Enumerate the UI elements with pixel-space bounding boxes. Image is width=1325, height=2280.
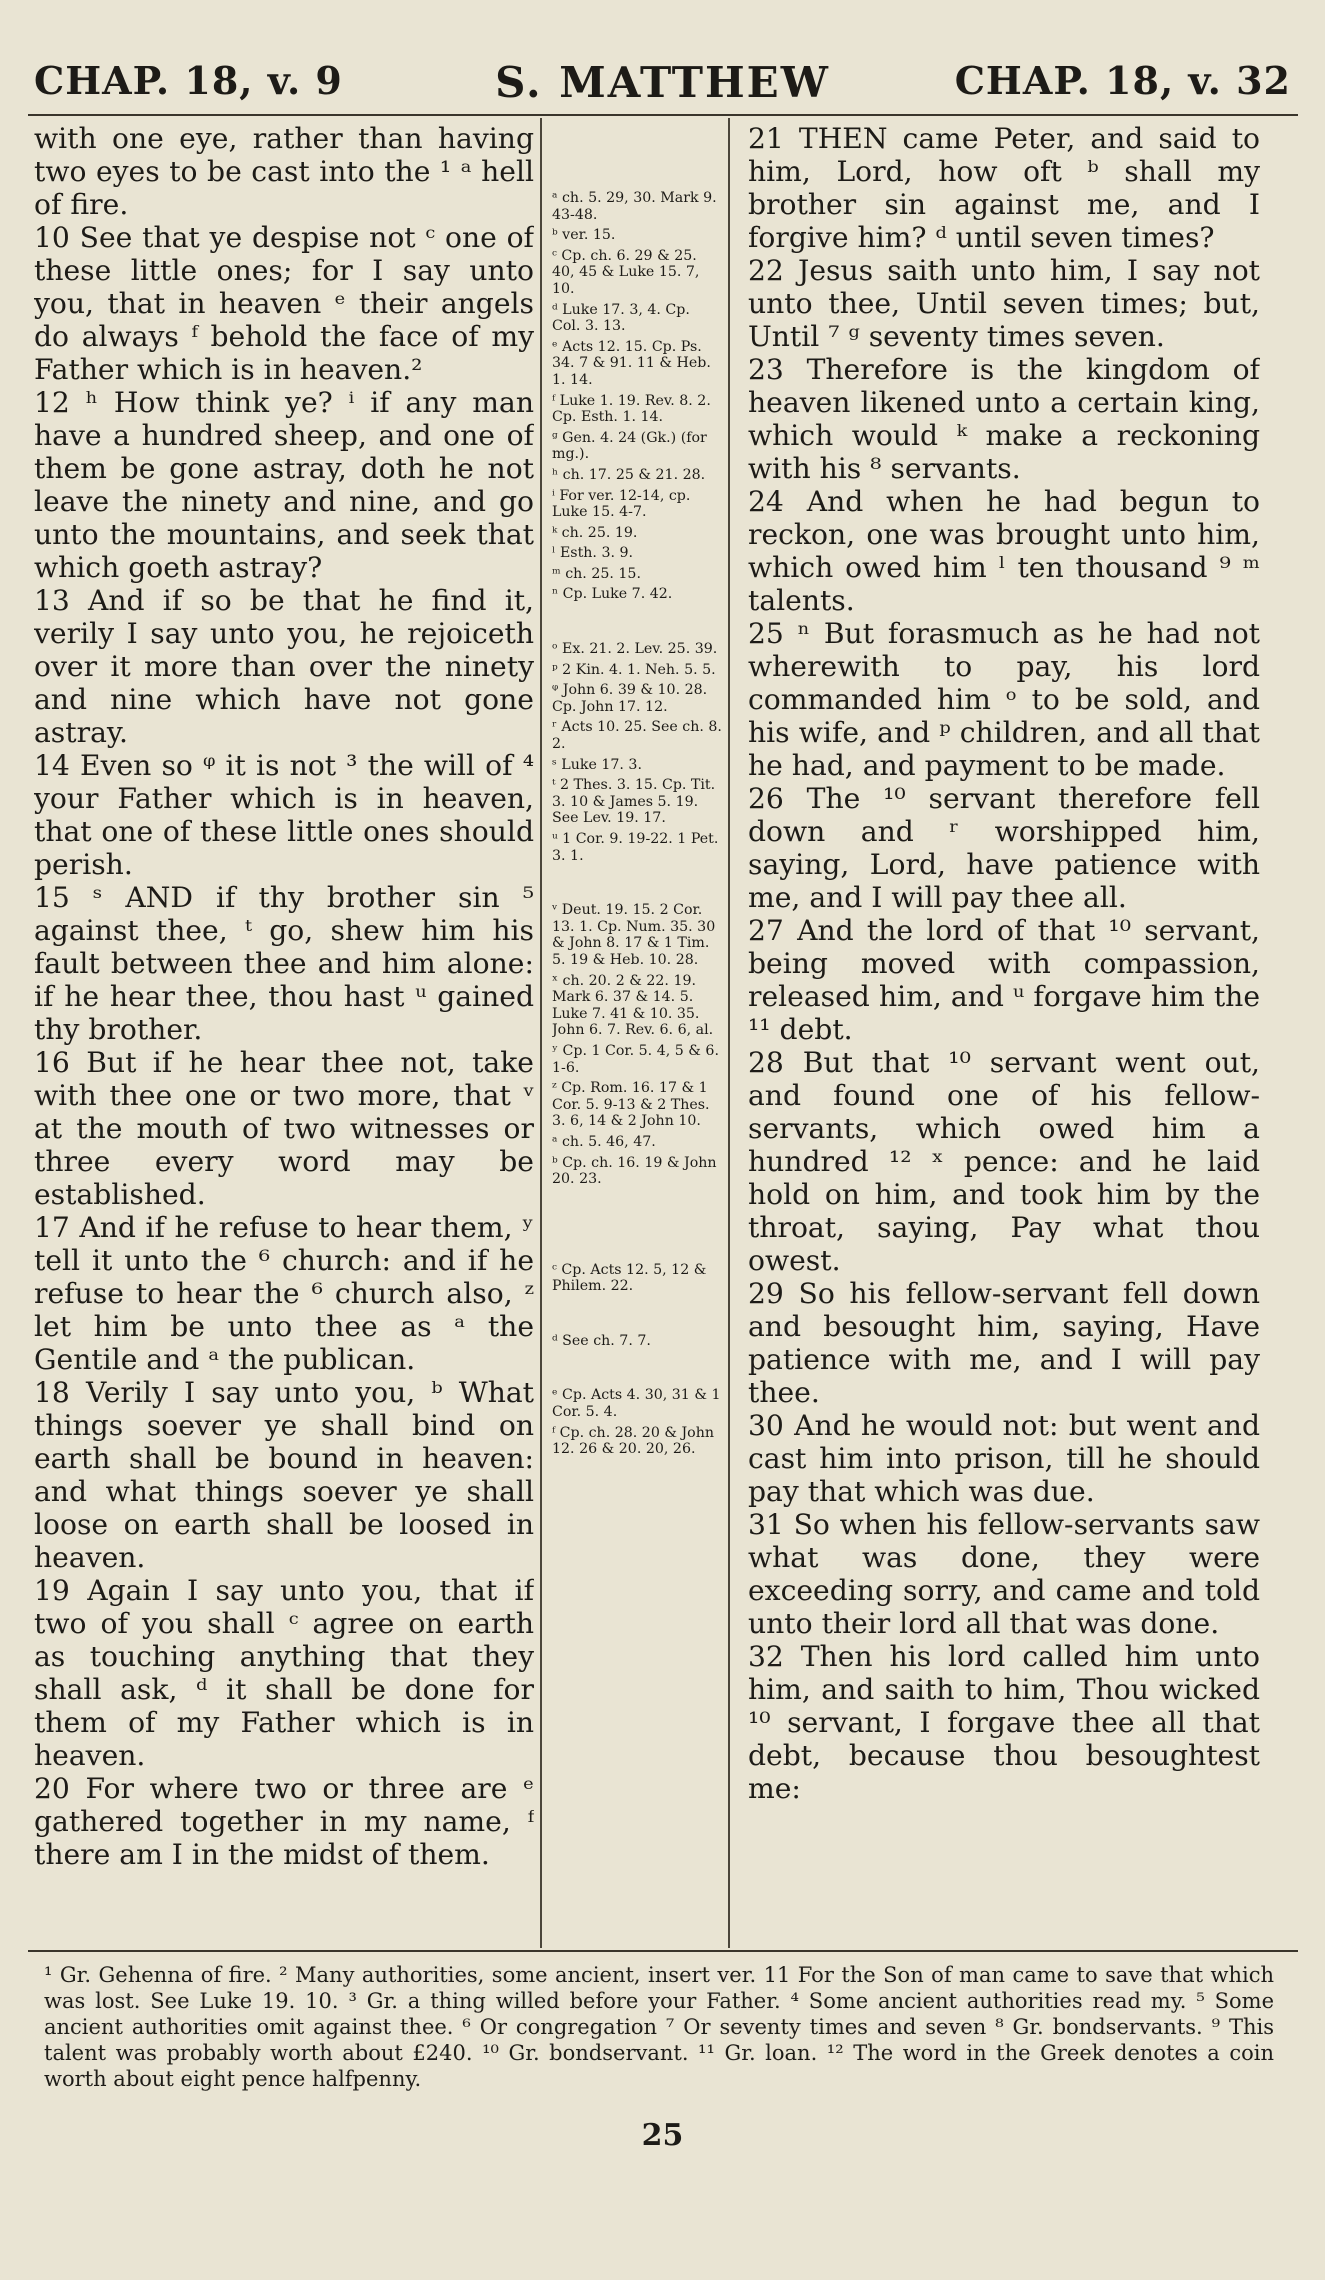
- cross-reference: ᵖ 2 Kin. 4. 1. Neh. 5. 5.: [552, 661, 716, 678]
- cross-reference: ᶜ Cp. Acts 12. 5, 12 & Philem. 22.: [552, 1261, 707, 1295]
- cross-reference: ⁱ For ver. 12-14, cp. Luke 15. 4-7.: [552, 487, 691, 521]
- cross-reference: ᶜ Cp. ch. 6. 29 & 25. 40, 45 & Luke 15. 7, 10.: [552, 247, 700, 297]
- verse: 12 ʰ How think ye? ⁱ if any man have a hundred sheep, and one of them be gone astray, doth he not leave the ninety and nine, and go unto the mountains, and seek that which goeth astray?: [34, 386, 534, 584]
- cross-reference: ᵈ See ch. 7. 7.: [552, 1332, 651, 1349]
- header-chapter-left: CHAP. 18, v. 9: [34, 58, 343, 103]
- header-rule: [28, 114, 1298, 116]
- header-book-title: S. MATTHEW: [495, 58, 830, 107]
- cross-reference: ᵍ Gen. 4. 24 (Gk.) (for mg.).: [552, 429, 707, 463]
- cross-reference: ᵉ Acts 12. 15. Cp. Ps. 34. 7 & 91. 11 & Heb. 1. 14.: [552, 338, 711, 388]
- verse: 13 And if so be that he find it, verily I say unto you, he rejoiceth over it more than over the ninety and nine which have not gone astray.: [34, 584, 534, 749]
- cross-reference: ᶠ Cp. ch. 28. 20 & John 12. 26 & 20. 20, 26.: [552, 1424, 714, 1458]
- cross-reference: ᵐ ch. 25. 15.: [552, 565, 641, 582]
- reference-gap: [552, 1353, 722, 1387]
- verse: 25 ⁿ But forasmuch as he had not wherewith to pay, his lord commanded him ᵒ to be sold, and his wife, and ᵖ children, and all that he had, and payment to be made.: [748, 617, 1260, 782]
- cross-reference: ʳ Acts 10. 25. See ch. 8. 2.: [552, 719, 722, 753]
- verse: 10 See that ye despise not ᶜ one of these little ones; for I say unto you, that in heaven ᵉ their angels do always ᶠ behold the face of my Father which is in heaven.²: [34, 221, 534, 386]
- verse: with one eye, rather than having two eyes to be cast into the ¹ ᵃ hell of fire.: [34, 122, 534, 221]
- cross-reference: ʰ ch. 17. 25 & 21. 28.: [552, 466, 706, 483]
- verse: 16 But if he hear thee not, take with thee one or two more, that ᵛ at the mouth of two witnesses or three every word may be established.: [34, 1046, 534, 1211]
- verse: 26 The ¹⁰ servant therefore fell down and ʳ worshipped him, saying, Lord, have patience with me, and I will pay thee all.: [748, 782, 1260, 914]
- column-divider-left: [540, 118, 542, 1948]
- verse: 30 And he would not: but went and cast him into prison, till he should pay that which was due.: [748, 1409, 1260, 1508]
- cross-reference: ᵈ Luke 17. 3, 4. Cp. Col. 3. 13.: [552, 301, 690, 335]
- verse: 14 Even so ᵠ it is not ³ the will of ⁴ your Father which is in heaven, that one of these little ones should perish.: [34, 749, 534, 881]
- verse: 29 So his fellow-servant fell down and besought him, saying, Have patience with me, and I will pay thee.: [748, 1277, 1260, 1409]
- verse: 23 Therefore is the kingdom of heaven likened unto a certain king, which would ᵏ make a reckoning with his ⁸ servants.: [748, 353, 1260, 485]
- cross-reference: ᵇ Cp. ch. 16. 19 & John 20. 23.: [552, 1154, 717, 1188]
- cross-reference: ˢ Luke 17. 3.: [552, 756, 642, 773]
- header-chapter-right: CHAP. 18, v. 32: [954, 58, 1291, 103]
- cross-reference: ᶻ Cp. Rom. 16. 17 & 1 Cor. 5. 9-13 & 2 Thes. 3. 6, 14 & 2 John 10.: [552, 1080, 710, 1130]
- verse: 17 And if he refuse to hear them, ʸ tell it unto the ⁶ church: and if he refuse to hear the ⁶ church also, ᶻ let him be unto thee as ᵃ the Gentile and ᵃ the publican.: [34, 1211, 534, 1376]
- cross-reference: ᵃ ch. 5. 29, 30. Mark 9. 43-48.: [552, 190, 717, 223]
- reference-gap: [552, 607, 722, 641]
- cross-reference: ᵒ Ex. 21. 2. Lev. 25. 39.: [552, 641, 718, 658]
- cross-reference: ᵉ Cp. Acts 4. 30, 31 & 1 Cor. 5. 4.: [552, 1387, 721, 1421]
- column-divider-right: [728, 118, 730, 1948]
- cross-reference: ᵛ Deut. 19. 15. 2 Cor. 13. 1. Cp. Num. 35. 30 & John 8. 17 & 1 Tim. 5. 19 & Heb. 10. 28.: [552, 902, 716, 968]
- verse: 19 Again I say unto you, that if two of you shall ᶜ agree on earth as touching anything that they shall ask, ᵈ it shall be done for them of my Father which is in heaven.: [34, 1574, 534, 1772]
- verse: 21 THEN came Peter, and said to him, Lord, how oft ᵇ shall my brother sin against me, and I forgive him? ᵈ until seven times?: [748, 122, 1260, 254]
- verse: 24 And when he had begun to reckon, one was brought unto him, which owed him ˡ ten thousand ⁹ ᵐ talents.: [748, 485, 1260, 617]
- right-text-column: [748, 122, 1260, 1948]
- reference-gap: [552, 868, 722, 902]
- cross-reference: ᵇ ver. 15.: [552, 227, 616, 244]
- verse: 22 Jesus saith unto him, I say not unto thee, Until seven times; but, Until ⁷ ᵍ seventy times seven.: [748, 254, 1260, 353]
- cross-reference: ᵘ 1 Cor. 9. 19-22. 1 Pet. 3. 1.: [552, 831, 719, 864]
- cross-reference: ʸ Cp. 1 Cor. 5. 4, 5 & 6. 1-6.: [552, 1042, 719, 1076]
- page-number: 25: [641, 2118, 684, 2153]
- cross-reference: ᵃ ch. 5. 46, 47.: [552, 1133, 656, 1150]
- cross-reference: ˡ Esth. 3. 9.: [552, 545, 634, 562]
- cross-reference: ᵏ ch. 25. 19.: [552, 524, 638, 541]
- footnotes: ¹ Gr. Gehenna of fire. ² Many authorities, some ancient, insert ver. 11 For the Son of man came to save that which was lost. See Luke 19. 10. ³ Gr. a thing willed before your Father. ⁴ Some ancient authorities read my. ⁵ Some ancient authorities omit against thee. ⁶ Or congregation ⁷ Or seventy times and seven ⁸ Gr. bondservants. ⁹ This talent was probably worth about £240. ¹⁰ Gr. bondservant. ¹¹ Gr. loan. ¹² The word in the Greek denotes a coin worth about eight pence halfpenny.: [44, 1963, 1274, 2091]
- verse: 20 For where two or three are ᵉ gathered together in my name, ᶠ there am I in the midst of them.: [34, 1772, 534, 1871]
- verse: 15 ˢ AND if thy brother sin ⁵ against thee, ᵗ go, shew him his fault between thee and him alone: if he hear thee, thou hast ᵘ gained thy brother.: [34, 881, 534, 1046]
- cross-reference: ⁿ Cp. Luke 7. 42.: [552, 586, 673, 603]
- left-text-column: [34, 122, 534, 1948]
- verse: 31 So when his fellow-servants saw what was done, they were exceeding sorry, and came and told unto their lord all that was done.: [748, 1508, 1260, 1640]
- verse: 28 But that ¹⁰ servant went out, and found one of his fellow-servants, which owed him a hundred ¹² ˣ pence: and he laid hold on him, and took him by the throat, saying, Pay what thou owest.: [748, 1046, 1260, 1277]
- cross-reference: ᶠ Luke 1. 19. Rev. 8. 2. Cp. Esth. 1. 14.: [552, 392, 711, 426]
- verse: 27 And the lord of that ¹⁰ servant, being moved with compassion, released him, and ᵘ forgave him the ¹¹ debt.: [748, 914, 1260, 1046]
- verse: 32 Then his lord called him unto him, and saith to him, Thou wicked ¹⁰ servant, I forgave thee all that debt, because thou besoughtest me:: [748, 1640, 1260, 1805]
- footnote-rule: [28, 1950, 1298, 1952]
- cross-reference: ᵗ 2 Thes. 3. 15. Cp. Tit. 3. 10 & James 5. 19. See Lev. 19. 17.: [552, 777, 716, 827]
- cross-reference: ˣ ch. 20. 2 & 22. 19. Mark 6. 37 & 14. 5. Luke 7. 41 & 10. 35. John 6. 7. Rev. 6. 6, al.: [552, 972, 714, 1039]
- cross-reference-column: [552, 190, 722, 1970]
- verse: 18 Verily I say unto you, ᵇ What things soever ye shall bind on earth shall be bound in heaven: and what things soever ye shall loose on earth shall be loosed in heaven.: [34, 1376, 534, 1574]
- cross-reference: ᵠ John 6. 39 & 10. 28. Cp. John 17. 12.: [552, 682, 708, 715]
- reference-gap: [552, 1299, 722, 1333]
- reference-gap: [552, 1192, 722, 1262]
